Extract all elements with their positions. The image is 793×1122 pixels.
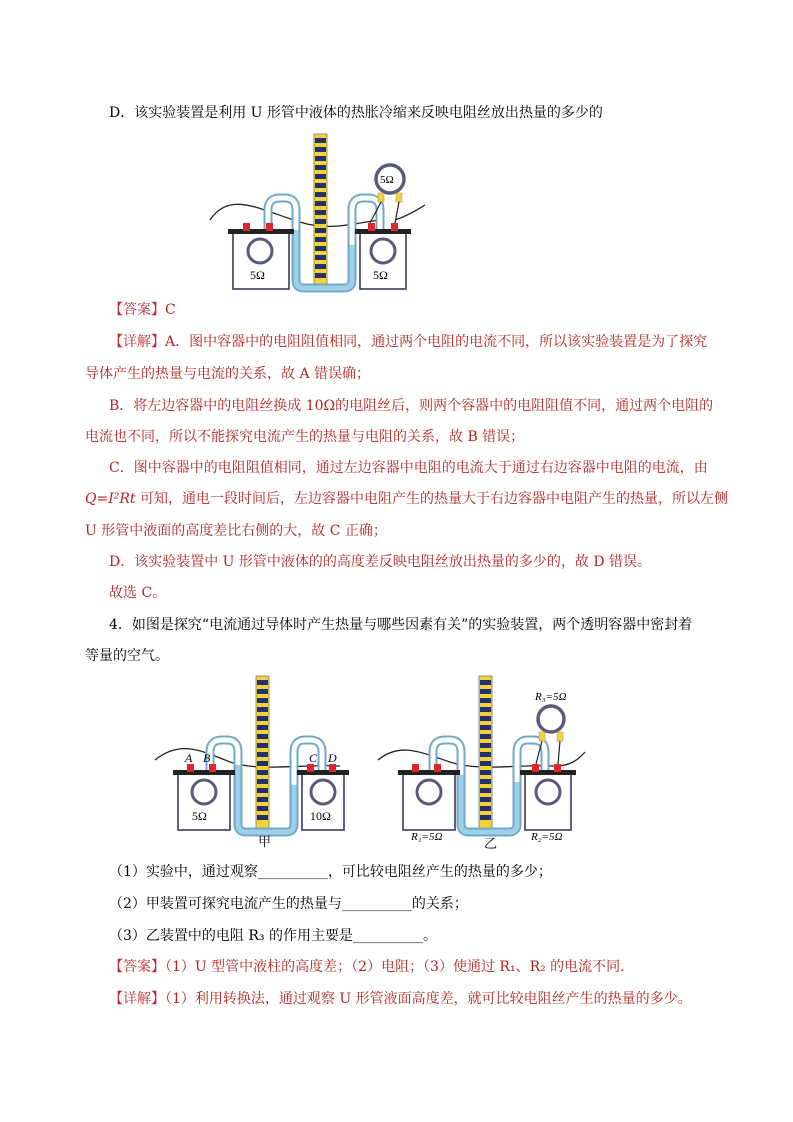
detail-tag: 【详解】 <box>109 334 165 350</box>
detail-choose: 故选 C。 <box>109 585 167 601</box>
yi-r3-label: R₃=5Ω <box>535 691 567 703</box>
jia-label-b: B <box>203 751 211 765</box>
detail-c-line1: C．图中容器中的电阻阻值相同，通过左边容器中电阻的电流大于通过右边容器中电阻的电流，由 <box>109 460 708 476</box>
detail2-line <box>109 990 692 1008</box>
answer-value: C <box>165 302 176 318</box>
detail-a-text-1: A．图中容器中的电阻阻值相同，通过两个电阻的电流不同，所以该实验装置是为了探究 <box>165 334 708 350</box>
figure-2-jia-yi-apparatus <box>0 670 793 860</box>
answer2-value: （1）U 型管中液柱的高度差；（2）电阻；（3）使通过 R₁、R₂ 的电流不同. <box>165 959 625 975</box>
detail-b-line1: B．将左边容器中的电阻丝换成 10Ω的电阻丝后，则两个容器中的电阻阻值不同，通过两个电阻的 <box>109 398 714 414</box>
sub-question-1: （1）实验中，通过观察__________，可比较电阻丝产生的热量的多少； <box>109 864 552 880</box>
jia-label-a: A <box>185 751 193 765</box>
answer-tag: 【答案】 <box>109 302 165 318</box>
fig1-left-box-label: 5Ω <box>250 268 265 282</box>
detail2-tag: 【详解】 <box>109 991 165 1007</box>
jia-label-d: D <box>328 751 337 765</box>
detail-d-line: D．该实验装置中 U 形管中液体的的高度差反映电阻丝放出热量的多少的，故 D 错误。 <box>109 554 652 570</box>
joule-formula: Q=I²Rt <box>85 491 136 507</box>
detail-c-line3: U 形管中液面的高度差比右侧的大，故 C 正确； <box>85 523 387 539</box>
jia-label-c: C <box>309 751 318 765</box>
question-4-line2: 等量的空气。 <box>85 648 169 664</box>
sub-question-3: （3）乙装置中的电阻 R₃ 的作用主要是__________。 <box>109 928 437 944</box>
question-4-line1: 4．如图是探究“电流通过导体时产生热量与哪些因素有关”的实验装置，两个透明容器中密封着 <box>109 617 693 633</box>
detail2-value: （1）利用转换法，通过观察 U 形管液面高度差，就可比较电阻丝产生的热量的多少。 <box>165 991 692 1007</box>
detail-b-line2: 电流也不同，所以不能探究电流产生的热量与电阻的关系，故 B 错误； <box>85 429 525 445</box>
detail-c-line2 <box>85 490 728 508</box>
yi-r2-label: R₂=5Ω <box>531 831 563 843</box>
figure-1-u-tube-apparatus <box>0 128 793 438</box>
yi-caption: 乙 <box>484 836 498 851</box>
answer-line <box>109 301 176 319</box>
option-d-text: D．该实验装置是利用 U 形管中液体的热胀冷缩来反映电阻丝放出热量的多少的 <box>109 105 603 121</box>
answer2-tag: 【答案】 <box>109 959 165 975</box>
jia-right-box-label: 10Ω <box>310 809 331 823</box>
jia-caption: 甲 <box>258 834 272 849</box>
jia-left-box-label: 5Ω <box>192 809 207 823</box>
fig1-top-resistor-label: 5Ω <box>380 174 394 186</box>
yi-r1-label: R₁=5Ω <box>411 831 443 843</box>
detail-a-line1 <box>109 333 707 351</box>
detail-a-line2: 导体产生的热量与电流的关系，故 A 错误确； <box>85 366 371 382</box>
answer2-line <box>109 958 625 976</box>
detail-c-text-2: 可知，通电一段时间后，左边容器中电阻产生的热量大于右边容器中电阻产生的热量，所以左侧 <box>135 491 728 507</box>
sub-question-2: （2）甲装置可探究电流产生的热量与__________的关系； <box>109 896 468 912</box>
fig1-right-box-label: 5Ω <box>373 268 388 282</box>
